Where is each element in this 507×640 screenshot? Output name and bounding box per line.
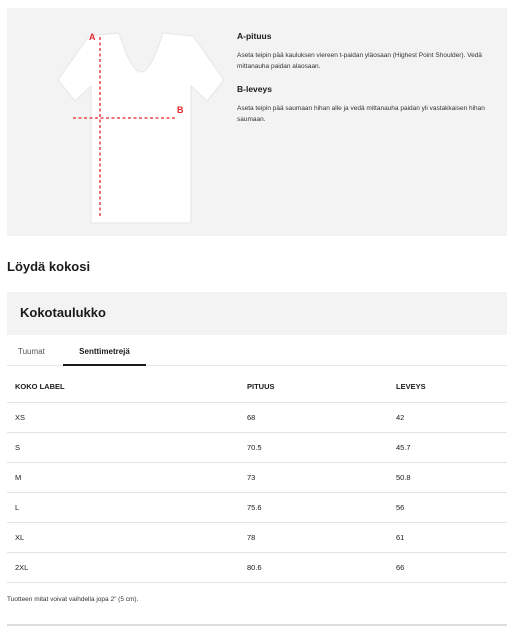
table-header-row xyxy=(7,372,507,402)
size-chart-header xyxy=(7,292,507,335)
b-marker: B xyxy=(177,105,184,115)
tshirt-diagram xyxy=(29,28,234,228)
size-label-cell: S xyxy=(7,432,247,462)
table-row xyxy=(7,432,507,462)
table-row xyxy=(7,402,507,432)
size-label-cell: 2XL xyxy=(7,552,247,582)
length-cell: 70.5 xyxy=(247,432,396,462)
column-header-length: PITUUS xyxy=(247,372,396,402)
length-cell: 80.6 xyxy=(247,552,396,582)
tab-inches[interactable]: Tuumat xyxy=(18,347,45,356)
table-row xyxy=(7,462,507,492)
size-label-cell: XL xyxy=(7,522,247,552)
size-label-cell: M xyxy=(7,462,247,492)
width-cell: 61 xyxy=(396,522,507,552)
divider xyxy=(7,624,507,626)
length-cell: 75.6 xyxy=(247,492,396,522)
size-label-cell: L xyxy=(7,492,247,522)
width-cell: 56 xyxy=(396,492,507,522)
length-cell: 78 xyxy=(247,522,396,552)
size-table xyxy=(7,372,507,583)
b-width-description: Aseta teipin pää saumaan hihan alle ja vedä mittanauha paidan yli vastakkaisen hihan saumaan. xyxy=(237,105,485,123)
width-cell: 50.8 xyxy=(396,462,507,492)
measurement-instructions xyxy=(237,31,505,137)
table-row xyxy=(7,552,507,582)
size-chart-title: Kokotaulukko xyxy=(20,305,106,320)
width-cell: 66 xyxy=(396,552,507,582)
length-cell: 73 xyxy=(247,462,396,492)
measurement-footnote: Tuotteen mitat voivat vaihdella jopa 2" (5 cm). xyxy=(7,596,139,603)
width-cell: 42 xyxy=(396,402,507,432)
column-header-width: LEVEYS xyxy=(396,372,507,402)
b-width-title: B-leveys xyxy=(237,84,272,94)
column-header-size: KOKO LABEL xyxy=(7,372,247,402)
width-cell: 45.7 xyxy=(396,432,507,462)
tshirt-icon xyxy=(29,28,234,228)
table-row xyxy=(7,492,507,522)
size-label-cell: XS xyxy=(7,402,247,432)
length-cell: 68 xyxy=(247,402,396,432)
a-length-description: Aseta teipin pää kauluksen viereen t-paidan yläosaan (Highest Point Shoulder). Vedä mittanauha paidan alaosaan. xyxy=(237,52,482,70)
unit-tabs xyxy=(7,344,507,366)
find-size-heading: Löydä kokosi xyxy=(7,259,91,274)
table-row xyxy=(7,522,507,552)
tab-centimeters[interactable]: Senttimetrejä xyxy=(63,347,146,366)
a-length-title: A-pituus xyxy=(237,31,272,41)
measurement-guide xyxy=(7,8,507,236)
a-marker: A xyxy=(89,32,96,42)
